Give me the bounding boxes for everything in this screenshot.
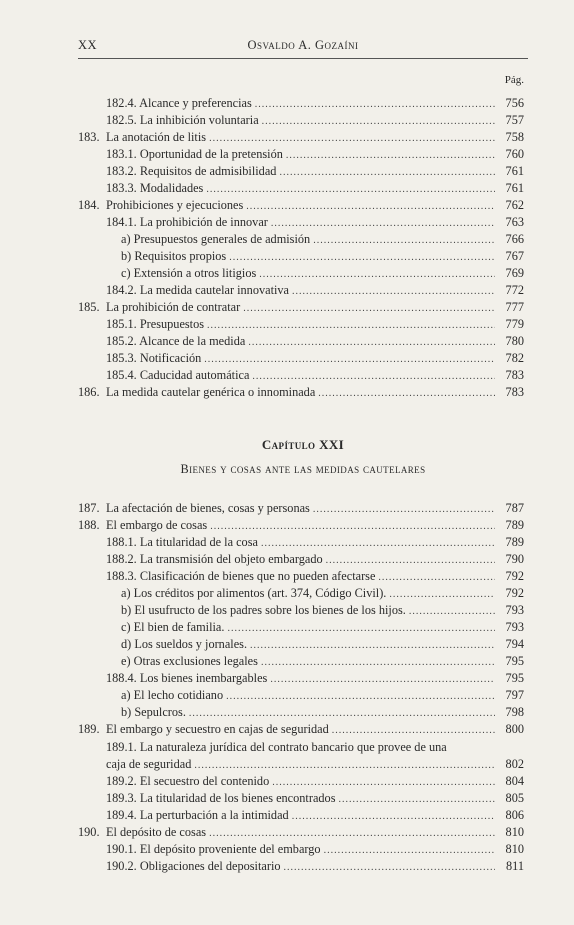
toc-entry bbox=[106, 790, 524, 807]
toc-entry bbox=[106, 214, 524, 231]
toc-entry-number: 184. bbox=[78, 198, 100, 212]
toc-entry-page: 792 bbox=[505, 586, 524, 600]
toc-entry-page: 761 bbox=[505, 164, 524, 178]
toc-entry-text: 183.3. Modalidades bbox=[106, 181, 204, 195]
toc-entry-text: b) Sepulcros. bbox=[121, 705, 186, 719]
toc-entry bbox=[106, 858, 524, 875]
leader-dots bbox=[338, 791, 495, 808]
leader-dots bbox=[332, 722, 495, 739]
toc-entry-number: 185. bbox=[78, 300, 100, 314]
toc-entry bbox=[106, 773, 524, 790]
toc-entry-page: 795 bbox=[505, 654, 524, 668]
toc-entry-number: 190. bbox=[78, 825, 100, 839]
running-header bbox=[78, 36, 528, 59]
toc-entry-text: 189.4. La perturbación a la intimidad bbox=[106, 808, 289, 822]
toc-entry bbox=[106, 534, 524, 551]
toc-entry-page: 797 bbox=[505, 688, 524, 702]
toc-entry-text: 188.3. Clasificación de bienes que no pueden afectarse bbox=[106, 569, 376, 583]
chapter-title: Capítulo XXI bbox=[261, 437, 345, 452]
toc-entry-text: 184.1. La prohibición de innovar bbox=[106, 215, 268, 229]
toc-entry-page: 793 bbox=[505, 603, 524, 617]
leader-dots bbox=[270, 671, 495, 688]
toc-entry-page: 758 bbox=[505, 130, 524, 144]
toc-entry bbox=[106, 807, 524, 824]
toc-entry-text: La prohibición de contratar bbox=[106, 300, 241, 314]
toc-entry bbox=[121, 585, 524, 602]
leader-dots bbox=[326, 552, 495, 569]
toc-entry-page: 792 bbox=[505, 569, 524, 583]
toc-entry-number: 183. bbox=[78, 130, 100, 144]
toc-entry bbox=[78, 384, 524, 401]
toc-entry-text: La afectación de bienes, cosas y personas bbox=[106, 501, 310, 515]
leader-dots bbox=[226, 688, 495, 705]
toc-entry-page: 763 bbox=[505, 215, 524, 229]
leader-dots bbox=[262, 113, 495, 130]
leader-dots bbox=[194, 757, 495, 774]
toc-entry bbox=[121, 602, 524, 619]
leader-dots bbox=[272, 774, 495, 791]
toc-entry bbox=[106, 95, 524, 112]
toc-entry-page: 780 bbox=[505, 334, 524, 348]
toc-entry bbox=[106, 163, 524, 180]
toc-entry-text: b) El usufructo de los padres sobre los bienes de los hijos. bbox=[121, 603, 406, 617]
toc-entry bbox=[78, 299, 524, 316]
toc-entry bbox=[121, 265, 524, 282]
toc-entry-text: Prohibiciones y ejecuciones bbox=[106, 198, 244, 212]
toc-entry-page: 779 bbox=[505, 317, 524, 331]
toc-entry-page: 756 bbox=[505, 96, 524, 110]
toc-entry-text: 183.2. Requisitos de admisibilidad bbox=[106, 164, 277, 178]
toc-entry bbox=[106, 350, 524, 367]
toc-entry-text: c) Extensión a otros litigios bbox=[121, 266, 257, 280]
toc-entry-number: 186. bbox=[78, 385, 100, 399]
toc-entry bbox=[106, 670, 524, 687]
toc-entry-text: La medida cautelar genérica o innominada bbox=[106, 385, 316, 399]
toc-entry bbox=[106, 180, 524, 197]
toc-entry bbox=[106, 316, 524, 333]
leader-dots bbox=[292, 283, 495, 300]
toc-entry bbox=[121, 653, 524, 670]
toc-entry-text: b) Requisitos propios bbox=[121, 249, 227, 263]
leader-dots bbox=[210, 518, 495, 535]
toc-entry bbox=[121, 687, 524, 704]
leader-dots bbox=[324, 842, 495, 859]
leader-dots bbox=[250, 637, 495, 654]
leader-dots bbox=[243, 300, 495, 317]
toc-entry-page: 787 bbox=[505, 501, 524, 515]
toc-entry-page: 789 bbox=[505, 535, 524, 549]
toc-entry bbox=[106, 551, 524, 568]
leader-dots bbox=[279, 164, 495, 181]
toc-entry bbox=[106, 367, 524, 384]
toc-entry-page: 790 bbox=[505, 552, 524, 566]
toc-entry bbox=[78, 500, 524, 517]
toc-entry-page: 762 bbox=[505, 198, 524, 212]
toc-entry bbox=[121, 636, 524, 653]
toc-entry-page: 798 bbox=[505, 705, 524, 719]
toc-entry-page: 782 bbox=[505, 351, 524, 365]
leader-dots bbox=[206, 181, 495, 198]
toc-entry-text: 184.2. La medida cautelar innovativa bbox=[106, 283, 290, 297]
toc-entry-page: 761 bbox=[505, 181, 524, 195]
leader-dots bbox=[313, 232, 495, 249]
toc-entry-page: 789 bbox=[505, 518, 524, 532]
leader-dots bbox=[209, 825, 495, 842]
toc-entry-page: 760 bbox=[505, 147, 524, 161]
toc-entry bbox=[106, 146, 524, 163]
toc-entry-text: a) Los créditos por alimentos (art. 374, Código Civil). bbox=[121, 586, 387, 600]
toc-entry bbox=[121, 248, 524, 265]
toc-entry-page: 793 bbox=[505, 620, 524, 634]
toc-entry-text: a) El lecho cotidiano bbox=[121, 688, 224, 702]
toc-entry bbox=[121, 231, 524, 248]
toc-entry-text: 190.1. El depósito proveniente del embargo bbox=[106, 842, 321, 856]
toc-entry-text: 185.1. Presupuestos bbox=[106, 317, 205, 331]
toc-entry-page: 757 bbox=[505, 113, 524, 127]
leader-dots bbox=[271, 215, 495, 232]
toc-entry bbox=[121, 704, 524, 721]
page-column-label: Pág. bbox=[504, 74, 524, 86]
leader-dots bbox=[246, 198, 495, 215]
toc-entry-page: 766 bbox=[505, 232, 524, 246]
toc-entry-wrapped-line1: 189.1. La naturaleza jurídica del contrato bancario que provee de una bbox=[106, 740, 447, 754]
toc-entry-page: 794 bbox=[505, 637, 524, 651]
toc-entry-text: c) El bien de familia. bbox=[121, 620, 225, 634]
toc-entry bbox=[121, 619, 524, 636]
toc-entry-text: El embargo y secuestro en cajas de seguridad bbox=[106, 722, 329, 736]
leader-dots bbox=[252, 368, 495, 385]
toc-entry-text: 182.5. La inhibición voluntaria bbox=[106, 113, 259, 127]
toc-entry bbox=[78, 197, 524, 214]
leader-dots bbox=[261, 654, 495, 671]
toc-entry-page: 810 bbox=[505, 842, 524, 856]
leader-dots bbox=[318, 385, 495, 402]
toc-entry-text: 188.2. La transmisión del objeto embargado bbox=[106, 552, 323, 566]
leader-dots bbox=[286, 147, 495, 164]
toc-entry-text: 185.4. Caducidad automática bbox=[106, 368, 250, 382]
leader-dots bbox=[378, 569, 495, 586]
toc-entry-page: 806 bbox=[505, 808, 524, 822]
toc-entry-number: 189. bbox=[78, 722, 100, 736]
toc-entry-page: 810 bbox=[505, 825, 524, 839]
toc-entry-text: 182.4. Alcance y preferencias bbox=[106, 96, 252, 110]
toc-entry-page: 802 bbox=[505, 757, 524, 771]
toc-entry-page: 795 bbox=[505, 671, 524, 685]
toc-entry-text: 188.1. La titularidad de la cosa bbox=[106, 535, 258, 549]
toc-entry bbox=[106, 112, 524, 129]
leader-dots bbox=[255, 96, 495, 113]
leader-dots bbox=[261, 535, 495, 552]
toc-entry-page: 767 bbox=[505, 249, 524, 263]
toc-entry-page: 769 bbox=[505, 266, 524, 280]
leader-dots bbox=[248, 334, 495, 351]
leader-dots bbox=[259, 266, 495, 283]
toc-entry-page: 805 bbox=[505, 791, 524, 805]
leader-dots bbox=[284, 859, 495, 876]
toc-entry bbox=[78, 824, 524, 841]
toc-entry-text: 183.1. Oportunidad de la pretensión bbox=[106, 147, 283, 161]
chapter-subtitle: Bienes y cosas ante las medidas cautelares bbox=[180, 462, 426, 476]
leader-dots bbox=[204, 351, 495, 368]
toc-entry-text: El depósito de cosas bbox=[106, 825, 207, 839]
toc-entry-number: 188. bbox=[78, 518, 100, 532]
toc-entry bbox=[78, 517, 524, 534]
toc-entry-text: caja de seguridad bbox=[106, 757, 192, 771]
leader-dots bbox=[189, 705, 495, 722]
toc-entry-wrapped bbox=[106, 756, 524, 773]
toc-entry-text: La anotación de litis bbox=[106, 130, 207, 144]
leader-dots bbox=[313, 501, 495, 518]
toc-entry bbox=[106, 333, 524, 350]
toc-entry-text: 189.3. La titularidad de los bienes encontrados bbox=[106, 791, 336, 805]
leader-dots bbox=[292, 808, 495, 825]
toc-entry bbox=[106, 841, 524, 858]
toc-entry-text: El embargo de cosas bbox=[106, 518, 208, 532]
toc-entry-text: d) Los sueldos y jornales. bbox=[121, 637, 248, 651]
toc-entry bbox=[106, 282, 524, 299]
toc-entry-page: 800 bbox=[505, 722, 524, 736]
toc-entry-text: e) Otras exclusiones legales bbox=[121, 654, 258, 668]
leader-dots bbox=[227, 620, 495, 637]
toc-entry-text: 190.2. Obligaciones del depositario bbox=[106, 859, 281, 873]
leader-dots bbox=[229, 249, 495, 266]
toc-entry-text: 188.4. Los bienes inembargables bbox=[106, 671, 268, 685]
toc-entry-text: 189.2. El secuestro del contenido bbox=[106, 774, 270, 788]
toc-entry-number: 187. bbox=[78, 501, 100, 515]
leader-dots bbox=[207, 317, 495, 334]
toc-entry-page: 811 bbox=[506, 859, 524, 873]
page-number: XX bbox=[78, 38, 98, 52]
toc-entry-page: 804 bbox=[505, 774, 524, 788]
toc-entry-text: a) Presupuestos generales de admisión bbox=[121, 232, 311, 246]
leader-dots bbox=[409, 603, 495, 620]
toc-entry-text: 185.2. Alcance de la medida bbox=[106, 334, 246, 348]
leader-dots bbox=[389, 586, 495, 603]
toc-entry-text: 185.3. Notificación bbox=[106, 351, 202, 365]
toc-entry bbox=[78, 129, 524, 146]
toc-entry-page: 783 bbox=[505, 385, 524, 399]
toc-entry bbox=[106, 568, 524, 585]
toc-entry-page: 783 bbox=[505, 368, 524, 382]
running-header-author: Osvaldo A. Gozaíni bbox=[247, 38, 359, 52]
toc-entry-page: 772 bbox=[505, 283, 524, 297]
leader-dots bbox=[209, 130, 495, 147]
toc-entry bbox=[78, 721, 524, 738]
toc-entry-page: 777 bbox=[505, 300, 524, 314]
